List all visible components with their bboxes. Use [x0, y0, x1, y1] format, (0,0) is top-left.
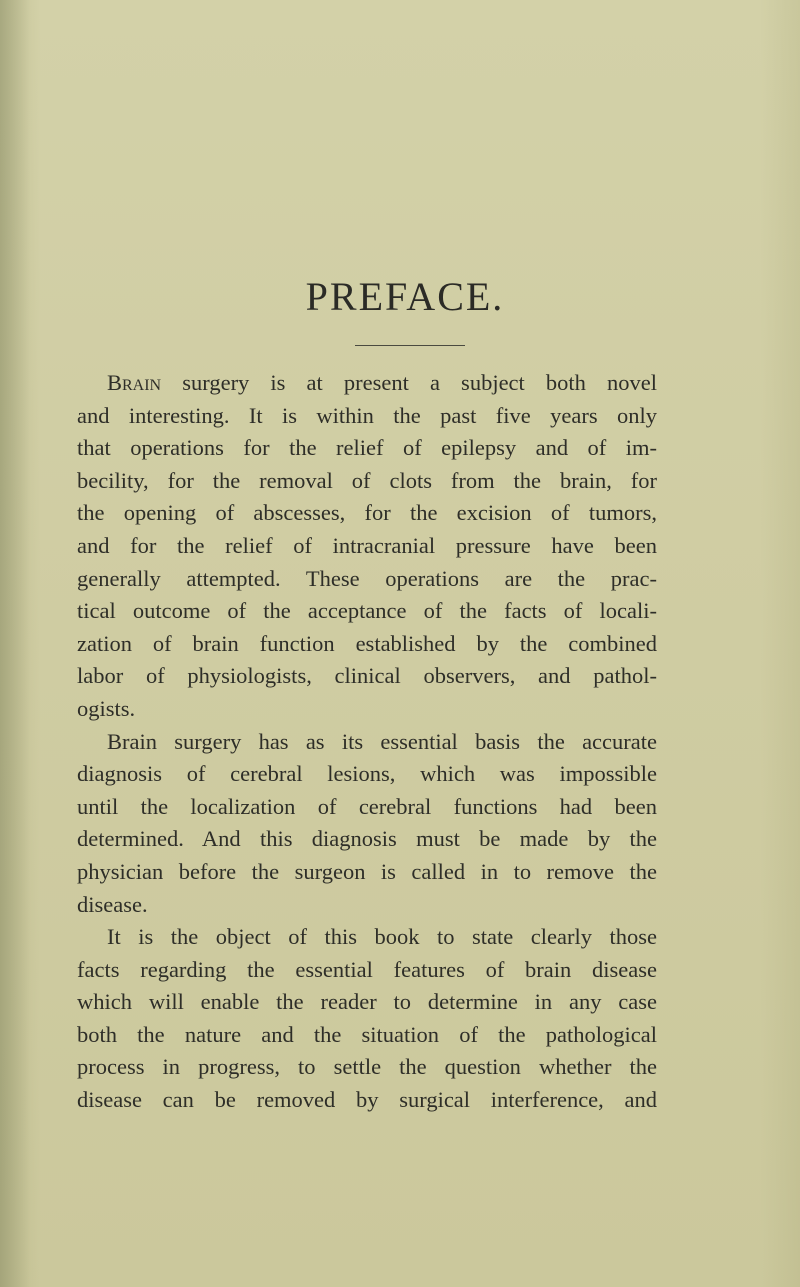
text-line: ogists. [77, 695, 136, 721]
text-line: the opening of abscesses, for the excision of tumors, [77, 500, 657, 526]
text-line: process in progress, to settle the question whether the [77, 1054, 657, 1080]
text-line: and interesting. It is within the past five years only [77, 402, 657, 428]
text-line: becility, for the removal of clots from the brain, for [77, 467, 657, 493]
text-line: labor of physiologists, clinical observers, and pathol- [77, 663, 657, 689]
text-line: until the localization of cerebral functions had been [77, 793, 657, 819]
text-line: diagnosis of cerebral lesions, which was impossible [77, 761, 657, 787]
text-line: physician before the surgeon is called in to remove the [77, 858, 657, 884]
text-line: disease. [77, 891, 148, 917]
text-line: Brain surgery is at present a subject both novel [107, 370, 657, 395]
text-line: determined. And this diagnosis must be made by the [77, 826, 657, 852]
page-title: PREFACE. [305, 274, 505, 319]
text-line: and for the relief of intracranial pressure have been [77, 532, 657, 558]
text-line: facts regarding the essential features of brain disease [77, 956, 657, 982]
text-line: that operations for the relief of epilepsy and of im- [77, 435, 657, 461]
lead-word: Brain [107, 370, 162, 395]
text-line: disease can be removed by surgical interference, and [77, 1087, 657, 1113]
text-line: Brain surgery has as its essential basis the accurate [107, 728, 657, 754]
text-line: tical outcome of the acceptance of the facts of locali- [77, 598, 657, 624]
body-text [77, 367, 657, 1117]
text-line: both the nature and the situation of the pathological [77, 1021, 657, 1047]
text-line: It is the object of this book to state clearly those [107, 924, 657, 950]
text-line: which will enable the reader to determine in any case [77, 989, 657, 1015]
text-line: zation of brain function established by the combined [77, 630, 657, 656]
page-edge-shadow [0, 0, 30, 1287]
text-line: generally attempted. These operations are the prac- [77, 565, 657, 591]
title-rule [355, 345, 465, 346]
